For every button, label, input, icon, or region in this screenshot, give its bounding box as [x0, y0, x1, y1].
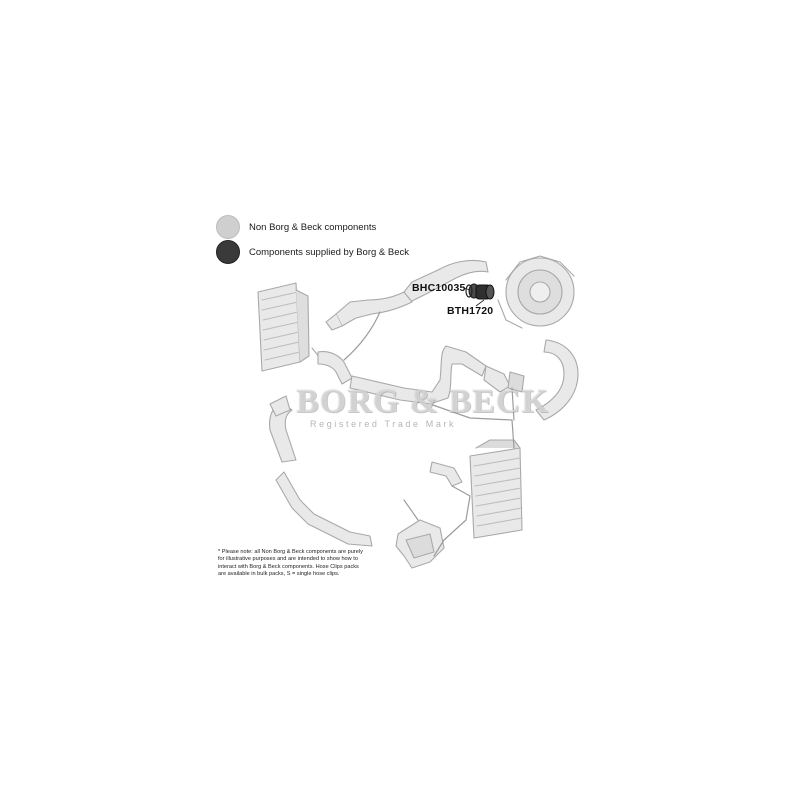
watermark-brand: BORG & BECK [296, 383, 549, 420]
turbocharger [498, 256, 574, 328]
left-elbow [318, 352, 352, 384]
legend-bb-label: Components supplied by Borg & Beck [249, 246, 410, 258]
part-label-clip: BHC10035 [412, 282, 466, 294]
footnote: * Please note: all Non Borg & Beck components are purely for illustrative purposes and are intended to show how to interact with Borg & Beck components. Hose Clips packs are available in bulk packs, S = single hose clips. [218, 549, 363, 578]
borg-beck-hose-part [469, 284, 494, 299]
part-label-hose: BTH1720 [447, 305, 494, 317]
left-intercooler [258, 283, 309, 371]
legend-non-bb-label: Non Borg & Beck components [249, 221, 377, 233]
small-hose-left-of-ic [430, 462, 462, 486]
lower-right-intercooler [470, 440, 522, 538]
watermark-tagline: Registered Trade Mark [310, 419, 457, 429]
